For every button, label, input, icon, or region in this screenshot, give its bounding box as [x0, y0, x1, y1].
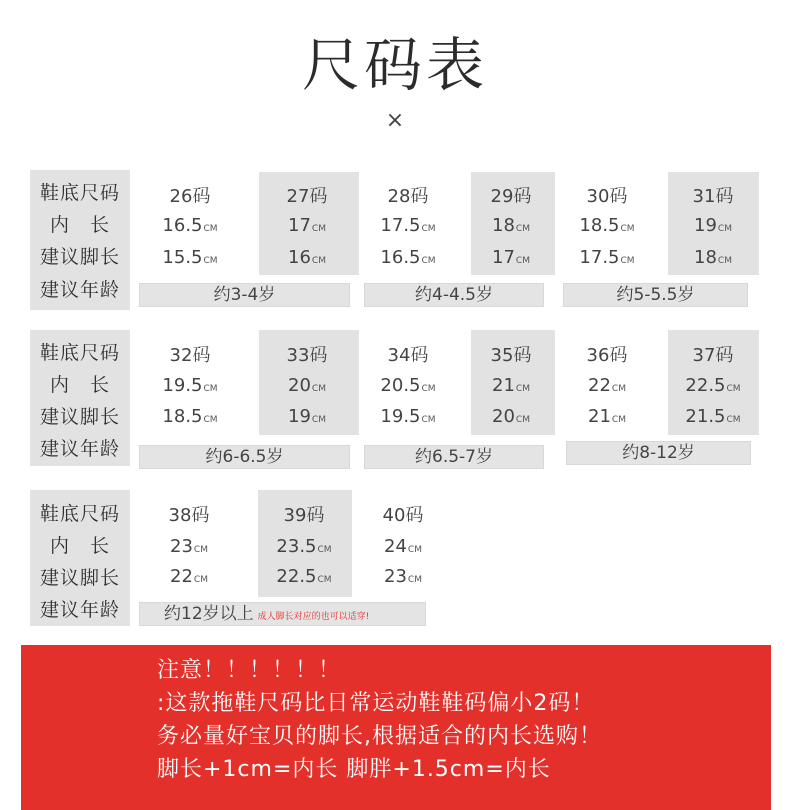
- size-29: 29码: [490, 186, 532, 207]
- unit-label: CM: [317, 575, 332, 585]
- unit-label: CM: [421, 256, 436, 266]
- inner-29: [466, 215, 556, 236]
- inner-31: [668, 215, 758, 236]
- size-40: 40码: [382, 505, 424, 526]
- unit-label: CM: [726, 415, 741, 425]
- unit-label: CM: [311, 256, 326, 266]
- unit-label: CM: [515, 415, 530, 425]
- inner-value: 17.5: [380, 215, 421, 236]
- inner-value: 24: [384, 536, 407, 557]
- unit-label: CM: [421, 384, 436, 394]
- unit-label: CM: [515, 256, 530, 266]
- inner-value: 17: [288, 215, 311, 236]
- label-sole-size: 鞋底尺码: [39, 503, 120, 525]
- inner-32: [145, 375, 235, 396]
- unit-label: CM: [311, 224, 326, 234]
- row-labels-block-1: [30, 170, 130, 310]
- label-inner-length: 内 长: [49, 535, 110, 557]
- inner-35: [466, 375, 556, 396]
- size-28: 28码: [387, 186, 429, 207]
- foot-36: [562, 406, 652, 427]
- foot-37: [668, 406, 758, 427]
- inner-value: 18.5: [579, 215, 620, 236]
- unit-label: CM: [407, 575, 422, 585]
- foot-33: [262, 406, 352, 427]
- foot-value: 17: [492, 247, 515, 268]
- age-bar-4: 约6-6.5岁: [139, 445, 350, 469]
- label-inner-length: 内 长: [49, 214, 110, 236]
- inner-value: 18: [492, 215, 515, 236]
- page-title: 尺码表: [301, 31, 488, 99]
- unit-label: CM: [620, 256, 635, 266]
- size-38: 38码: [168, 505, 210, 526]
- age-bar-7: [139, 602, 426, 626]
- unit-label: CM: [203, 224, 218, 234]
- size-34: 34码: [387, 345, 429, 366]
- age-bar-3: 约5-5.5岁: [563, 283, 748, 307]
- inner-value: 19: [694, 215, 717, 236]
- label-foot-length: 建议脚长: [39, 567, 120, 589]
- foot-value: 17.5: [579, 247, 620, 268]
- unit-label: CM: [717, 224, 732, 234]
- row-labels-block-2: [30, 330, 130, 466]
- foot-value: 18: [694, 247, 717, 268]
- foot-31: [668, 247, 758, 268]
- inner-value: 20: [288, 375, 311, 396]
- foot-40: [358, 566, 448, 587]
- foot-38: [144, 566, 234, 587]
- foot-value: 19: [288, 406, 311, 427]
- size-27: 27码: [286, 186, 328, 207]
- label-sole-size: 鞋底尺码: [39, 182, 120, 204]
- age-bar-2: 约4-4.5岁: [364, 283, 544, 307]
- foot-32: [145, 406, 235, 427]
- close-icon: ×: [385, 108, 405, 133]
- row-labels-block-3: [30, 490, 130, 626]
- notice-line-4: 脚长+1cm=内长 脚胖+1.5cm=内长: [157, 757, 551, 782]
- inner-33: [262, 375, 352, 396]
- label-age: 建议年龄: [39, 599, 120, 621]
- inner-value: 22.5: [685, 375, 726, 396]
- unit-label: CM: [203, 415, 218, 425]
- age-bar-1: 约3-4岁: [139, 283, 350, 307]
- inner-value: 23: [170, 536, 193, 557]
- foot-28: [363, 247, 453, 268]
- foot-30: [562, 247, 652, 268]
- unit-label: CM: [203, 384, 218, 394]
- notice-line-2: :这款拖鞋尺码比日常运动鞋鞋码偏小2码！: [157, 691, 595, 716]
- size-30: 30码: [586, 186, 628, 207]
- unit-label: CM: [193, 575, 208, 585]
- unit-label: CM: [717, 256, 732, 266]
- size-36: 36码: [586, 345, 628, 366]
- foot-value: 21: [588, 406, 611, 427]
- notice-panel: [21, 645, 771, 810]
- label-age: 建议年龄: [39, 438, 120, 460]
- inner-value: 20.5: [380, 375, 421, 396]
- age-value: 约12岁以上: [164, 604, 254, 624]
- unit-label: CM: [311, 384, 326, 394]
- foot-value: 16.5: [380, 247, 421, 268]
- foot-value: 18.5: [162, 406, 203, 427]
- inner-value: 16.5: [162, 215, 203, 236]
- size-39: 39码: [283, 505, 325, 526]
- inner-40: [358, 536, 448, 557]
- foot-value: 16: [288, 247, 311, 268]
- foot-value: 23: [384, 566, 407, 587]
- label-foot-length: 建议脚长: [39, 246, 120, 268]
- size-31: 31码: [692, 186, 734, 207]
- inner-26: [145, 215, 235, 236]
- foot-26: [145, 247, 235, 268]
- inner-value: 23.5: [276, 536, 317, 557]
- inner-value: 22: [588, 375, 611, 396]
- foot-value: 20: [492, 406, 515, 427]
- inner-36: [562, 375, 652, 396]
- foot-29: [466, 247, 556, 268]
- inner-38: [144, 536, 234, 557]
- foot-27: [262, 247, 352, 268]
- inner-28: [363, 215, 453, 236]
- label-foot-length: 建议脚长: [39, 406, 120, 428]
- inner-27: [262, 215, 352, 236]
- age-bar-6: 约8-12岁: [566, 441, 751, 465]
- foot-39: [259, 566, 349, 587]
- inner-34: [363, 375, 453, 396]
- inner-39: [259, 536, 349, 557]
- foot-value: 22.5: [276, 566, 317, 587]
- foot-value: 15.5: [162, 247, 203, 268]
- age-bar-5: 约6.5-7岁: [364, 445, 544, 469]
- unit-label: CM: [421, 415, 436, 425]
- size-33: 33码: [286, 345, 328, 366]
- size-35: 35码: [490, 345, 532, 366]
- unit-label: CM: [611, 384, 626, 394]
- unit-label: CM: [311, 415, 326, 425]
- adult-note: 成人脚长对应的也可以适穿!: [257, 612, 370, 622]
- label-age: 建议年龄: [39, 279, 120, 301]
- notice-line-3: 务必量好宝贝的脚长,根据适合的内长选购！: [157, 724, 602, 749]
- size-32: 32码: [169, 345, 211, 366]
- inner-value: 19.5: [162, 375, 203, 396]
- foot-34: [363, 406, 453, 427]
- notice-line-1: 注意！！！！！！: [157, 658, 342, 683]
- foot-value: 19.5: [380, 406, 421, 427]
- unit-label: CM: [407, 545, 422, 555]
- unit-label: CM: [421, 224, 436, 234]
- foot-35: [466, 406, 556, 427]
- unit-label: CM: [203, 256, 218, 266]
- unit-label: CM: [317, 545, 332, 555]
- inner-37: [668, 375, 758, 396]
- size-37: 37码: [692, 345, 734, 366]
- size-26: 26码: [169, 186, 211, 207]
- label-inner-length: 内 长: [49, 374, 110, 396]
- foot-value: 21.5: [685, 406, 726, 427]
- foot-value: 22: [170, 566, 193, 587]
- inner-30: [562, 215, 652, 236]
- unit-label: CM: [620, 224, 635, 234]
- unit-label: CM: [726, 384, 741, 394]
- unit-label: CM: [193, 545, 208, 555]
- inner-value: 21: [492, 375, 515, 396]
- unit-label: CM: [611, 415, 626, 425]
- unit-label: CM: [515, 384, 530, 394]
- unit-label: CM: [515, 224, 530, 234]
- label-sole-size: 鞋底尺码: [39, 342, 120, 364]
